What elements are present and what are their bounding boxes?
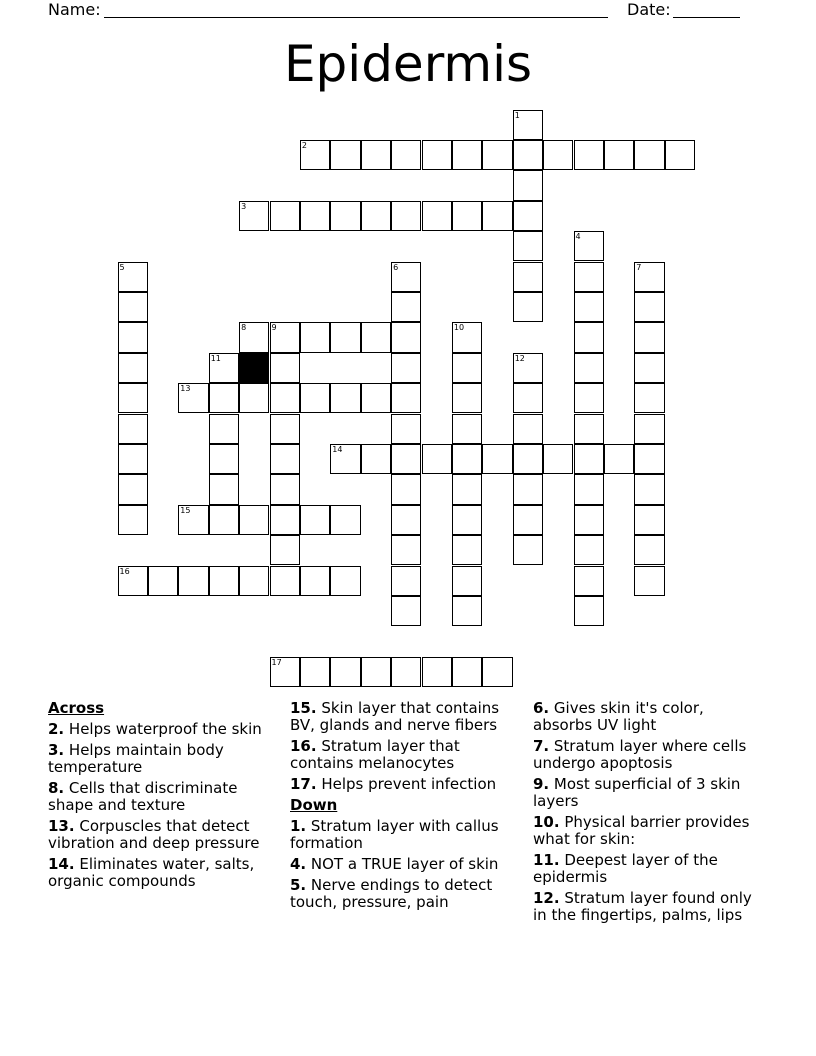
- clue-column-3: [533, 700, 765, 928]
- grid-cell[interactable]: [452, 474, 482, 504]
- grid-cell[interactable]: [239, 322, 269, 352]
- clue-text: Helps prevent infection: [316, 775, 497, 793]
- grid-cell[interactable]: [270, 353, 300, 383]
- clue-text: Corpuscles that detect vibration and deep pressure: [48, 817, 260, 852]
- grid-cell[interactable]: [422, 657, 452, 687]
- clue-text: Physical barrier provides what for skin:: [533, 813, 750, 848]
- grid-cell[interactable]: [422, 140, 452, 170]
- grid-cell[interactable]: [118, 292, 148, 322]
- grid-cell[interactable]: [300, 383, 330, 413]
- grid-cell[interactable]: [239, 566, 269, 596]
- grid-cell[interactable]: [634, 322, 664, 352]
- clue-number-label: 15.: [290, 699, 317, 717]
- grid-cell[interactable]: [300, 657, 330, 687]
- grid-cell[interactable]: [361, 140, 391, 170]
- clue-number-label: 3.: [48, 741, 65, 759]
- clue-across: [48, 721, 280, 738]
- clue-text: Nerve endings to detect touch, pressure, pain: [290, 876, 493, 911]
- grid-cell[interactable]: [513, 201, 543, 231]
- clue-number: 13: [180, 384, 191, 394]
- clue-text: Cells that discriminate shape and texture: [48, 779, 238, 814]
- grid-cell[interactable]: [513, 474, 543, 504]
- clue-text: Gives skin it's color, absorbs UV light: [533, 699, 704, 734]
- clue-number: 1: [514, 110, 520, 120]
- clue-number-label: 8.: [48, 779, 65, 797]
- grid-cell[interactable]: [209, 383, 239, 413]
- date-label: Date:: [627, 0, 671, 19]
- grid-cell[interactable]: [452, 657, 482, 687]
- grid-cell[interactable]: [513, 262, 543, 292]
- clue-down: [533, 814, 765, 848]
- grid-cell[interactable]: [513, 505, 543, 535]
- grid-cell[interactable]: [634, 535, 664, 565]
- grid-cell[interactable]: [270, 566, 300, 596]
- grid-cell[interactable]: [391, 474, 421, 504]
- clue-number-label: 14.: [48, 855, 75, 873]
- grid-cell[interactable]: [209, 505, 239, 535]
- grid-cell[interactable]: [574, 474, 604, 504]
- grid-cell[interactable]: [178, 566, 208, 596]
- clue-number-label: 7.: [533, 737, 550, 755]
- grid-cell[interactable]: [391, 596, 421, 626]
- page-title: Epidermis: [283, 35, 533, 93]
- grid-cell[interactable]: [452, 444, 482, 474]
- grid-cell[interactable]: [513, 292, 543, 322]
- grid-cell[interactable]: [118, 383, 148, 413]
- grid-cell[interactable]: [574, 505, 604, 535]
- black-square: [239, 353, 269, 383]
- clue-number: 11: [210, 353, 221, 363]
- grid-cell[interactable]: [452, 535, 482, 565]
- grid-cell[interactable]: [391, 140, 421, 170]
- grid-cell[interactable]: [634, 566, 664, 596]
- grid-cell[interactable]: [178, 383, 208, 413]
- clue-number-label: 11.: [533, 851, 560, 869]
- grid-cell[interactable]: [513, 414, 543, 444]
- grid-cell[interactable]: [270, 535, 300, 565]
- clue-down: [533, 700, 765, 734]
- grid-cell[interactable]: [513, 535, 543, 565]
- clue-number-label: 16.: [290, 737, 317, 755]
- grid-cell[interactable]: [209, 474, 239, 504]
- grid-cell[interactable]: [300, 140, 330, 170]
- clue-text: Stratum layer that contains melanocytes: [290, 737, 460, 772]
- grid-cell[interactable]: [574, 322, 604, 352]
- grid-cell[interactable]: [452, 353, 482, 383]
- grid-cell[interactable]: [482, 140, 512, 170]
- grid-cell[interactable]: [391, 444, 421, 474]
- grid-cell[interactable]: [270, 657, 300, 687]
- grid-cell[interactable]: [300, 566, 330, 596]
- clue-text: Eliminates water, salts, organic compounds: [48, 855, 255, 890]
- clue-number: 16: [119, 566, 130, 576]
- grid-cell[interactable]: [239, 505, 269, 535]
- grid-cell[interactable]: [270, 474, 300, 504]
- grid-cell[interactable]: [239, 201, 269, 231]
- grid-cell[interactable]: [391, 657, 421, 687]
- grid-cell[interactable]: [118, 414, 148, 444]
- grid-cell[interactable]: [330, 140, 360, 170]
- grid-cell[interactable]: [330, 566, 360, 596]
- clue-number: 14: [332, 444, 343, 454]
- clue-number: 8: [241, 323, 247, 333]
- grid-cell[interactable]: [391, 201, 421, 231]
- grid-cell[interactable]: [118, 444, 148, 474]
- clue-list: [0, 700, 816, 1000]
- clue-number-label: 2.: [48, 720, 65, 738]
- clue-down: [533, 738, 765, 772]
- grid-cell[interactable]: [452, 414, 482, 444]
- grid-cell[interactable]: [118, 322, 148, 352]
- grid-cell[interactable]: [513, 110, 543, 140]
- grid-cell[interactable]: [665, 140, 695, 170]
- clue-number: 4: [575, 232, 581, 242]
- grid-cell[interactable]: [391, 414, 421, 444]
- grid-cell[interactable]: [574, 231, 604, 261]
- clue-text: Stratum layer where cells undergo apoptosis: [533, 737, 747, 772]
- clue-text: Helps maintain body temperature: [48, 741, 224, 776]
- grid-cell[interactable]: [634, 444, 664, 474]
- grid-cell[interactable]: [270, 444, 300, 474]
- grid-cell[interactable]: [604, 444, 634, 474]
- clue-number: 2: [301, 140, 307, 150]
- grid-cell[interactable]: [391, 535, 421, 565]
- grid-cell[interactable]: [513, 353, 543, 383]
- grid-cell[interactable]: [300, 505, 330, 535]
- grid-cell[interactable]: [634, 292, 664, 322]
- clue-down: [533, 890, 765, 924]
- clue-number-label: 9.: [533, 775, 550, 793]
- grid-cell[interactable]: [574, 566, 604, 596]
- grid-cell[interactable]: [209, 414, 239, 444]
- grid-cell[interactable]: [513, 170, 543, 200]
- clue-number-label: 4.: [290, 855, 307, 873]
- grid-cell[interactable]: [574, 262, 604, 292]
- grid-cell[interactable]: [574, 383, 604, 413]
- grid-cell[interactable]: [118, 505, 148, 535]
- grid-cell[interactable]: [118, 566, 148, 596]
- grid-cell[interactable]: [391, 322, 421, 352]
- grid-cell[interactable]: [634, 353, 664, 383]
- grid-cell[interactable]: [452, 383, 482, 413]
- grid-cell[interactable]: [452, 505, 482, 535]
- clue-across: [290, 738, 522, 772]
- clue-text: Deepest layer of the epidermis: [533, 851, 718, 886]
- grid-cell[interactable]: [361, 657, 391, 687]
- grid-cell[interactable]: [270, 505, 300, 535]
- grid-cell[interactable]: [330, 383, 360, 413]
- grid-cell[interactable]: [574, 353, 604, 383]
- grid-cell[interactable]: [482, 657, 512, 687]
- grid-cell[interactable]: [300, 322, 330, 352]
- clue-across: [290, 776, 522, 793]
- grid-cell[interactable]: [482, 201, 512, 231]
- grid-cell[interactable]: [361, 444, 391, 474]
- grid-cell[interactable]: [391, 505, 421, 535]
- grid-cell[interactable]: [452, 201, 482, 231]
- clue-across: [48, 742, 280, 776]
- grid-cell[interactable]: [634, 383, 664, 413]
- grid-cell[interactable]: [361, 383, 391, 413]
- clue-number-label: 6.: [533, 699, 550, 717]
- clue-number: 17: [271, 657, 282, 667]
- clue-across: [290, 700, 522, 734]
- clue-number: 15: [180, 505, 191, 515]
- grid-cell[interactable]: [422, 201, 452, 231]
- grid-cell[interactable]: [270, 322, 300, 352]
- grid-cell[interactable]: [574, 596, 604, 626]
- grid-cell[interactable]: [634, 414, 664, 444]
- grid-cell[interactable]: [452, 322, 482, 352]
- clue-text: Helps waterproof the skin: [64, 720, 262, 738]
- clue-number-label: 13.: [48, 817, 75, 835]
- grid-cell[interactable]: [330, 444, 360, 474]
- clue-column-2: [290, 700, 522, 915]
- grid-cell[interactable]: [148, 566, 178, 596]
- clue-column-1: [48, 700, 280, 894]
- grid-cell[interactable]: [209, 566, 239, 596]
- grid-cell[interactable]: [270, 414, 300, 444]
- grid-cell[interactable]: [391, 353, 421, 383]
- clue-number: 10: [453, 323, 465, 333]
- down-heading: Down: [290, 796, 338, 814]
- grid-cell[interactable]: [452, 140, 482, 170]
- grid-cell[interactable]: [543, 444, 573, 474]
- grid-cell[interactable]: [361, 322, 391, 352]
- grid-cell[interactable]: [330, 505, 360, 535]
- clue-text: Skin layer that contains BV, glands and nerve fibers: [290, 699, 500, 734]
- across-heading: Across: [48, 699, 105, 717]
- clue-number: 6: [393, 262, 399, 272]
- grid-cell[interactable]: [391, 566, 421, 596]
- grid-cell[interactable]: [574, 444, 604, 474]
- clue-text: Most superficial of 3 skin layers: [533, 775, 741, 810]
- grid-cell[interactable]: [330, 201, 360, 231]
- clue-number: 7: [636, 262, 642, 272]
- clue-text: Stratum layer found only in the fingertips, palms, lips: [533, 889, 752, 924]
- grid-cell[interactable]: [361, 201, 391, 231]
- clue-down: [533, 852, 765, 886]
- grid-cell[interactable]: [330, 657, 360, 687]
- grid-cell[interactable]: [178, 505, 208, 535]
- grid-cell[interactable]: [270, 201, 300, 231]
- clue-number-label: 5.: [290, 876, 307, 894]
- grid-cell[interactable]: [239, 383, 269, 413]
- name-label: Name:: [48, 0, 101, 19]
- clue-number: 5: [119, 262, 125, 272]
- grid-cell[interactable]: [604, 140, 634, 170]
- grid-cell[interactable]: [300, 201, 330, 231]
- grid-cell[interactable]: [391, 383, 421, 413]
- clue-down: [290, 856, 522, 873]
- grid-cell[interactable]: [118, 353, 148, 383]
- grid-cell[interactable]: [634, 262, 664, 292]
- grid-cell[interactable]: [634, 140, 664, 170]
- grid-cell[interactable]: [574, 535, 604, 565]
- clue-down: [533, 776, 765, 810]
- clue-across: [48, 856, 280, 890]
- clue-text: NOT a TRUE layer of skin: [306, 855, 499, 873]
- clue-number-label: 12.: [533, 889, 560, 907]
- clue-number: 12: [514, 353, 525, 363]
- grid-cell[interactable]: [513, 231, 543, 261]
- clue-across: [48, 818, 280, 852]
- clue-down: [290, 818, 522, 852]
- clue-number: 3: [241, 201, 247, 211]
- clue-text: Stratum layer with callus formation: [290, 817, 499, 852]
- grid-cell[interactable]: [422, 444, 452, 474]
- grid-cell[interactable]: [482, 444, 512, 474]
- grid-cell[interactable]: [118, 474, 148, 504]
- grid-cell[interactable]: [391, 292, 421, 322]
- grid-cell[interactable]: [634, 474, 664, 504]
- grid-cell[interactable]: [391, 262, 421, 292]
- clue-across: [48, 780, 280, 814]
- grid-cell[interactable]: [452, 596, 482, 626]
- clue-number: 9: [271, 323, 277, 333]
- grid-cell[interactable]: [118, 262, 148, 292]
- grid-cell[interactable]: [209, 444, 239, 474]
- clue-down: [290, 877, 522, 911]
- grid-cell[interactable]: [513, 383, 543, 413]
- grid-cell[interactable]: [574, 140, 604, 170]
- grid-cell[interactable]: [452, 566, 482, 596]
- clue-number-label: 1.: [290, 817, 307, 835]
- clue-number-label: 10.: [533, 813, 560, 831]
- grid-cell[interactable]: [270, 383, 300, 413]
- grid-cell[interactable]: [634, 505, 664, 535]
- grid-cell[interactable]: [543, 140, 573, 170]
- clue-number-label: 17.: [290, 775, 317, 793]
- grid-cell[interactable]: [209, 353, 239, 383]
- grid-cell[interactable]: [574, 292, 604, 322]
- grid-cell[interactable]: [513, 140, 543, 170]
- grid-cell[interactable]: [330, 322, 360, 352]
- grid-cell[interactable]: [574, 414, 604, 444]
- grid-cell[interactable]: [513, 444, 543, 474]
